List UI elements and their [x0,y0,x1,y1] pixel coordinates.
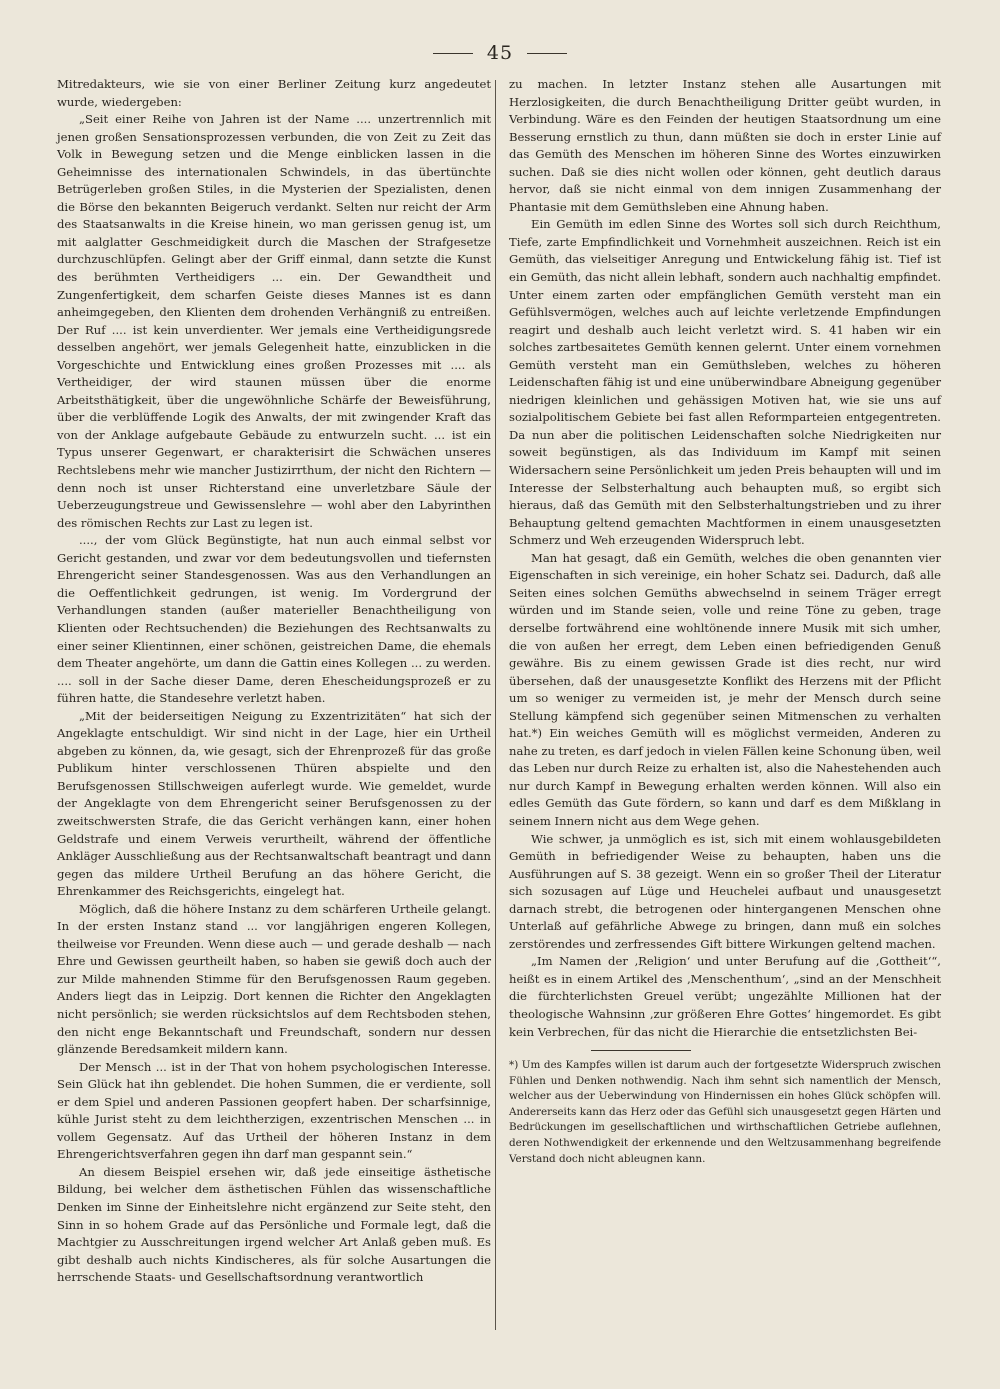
paragraph: Man hat gesagt, daß ein Gemüth, welches die oben genannten vier Eigenschaften in sich vereinige, ein hoher Schatz sei. Dadurch, daß alle Seiten eines solchen Gemüths abwechselnd in seinem Träger erregt würden und im Stande seien, volle und reine Töne zu geben, trage derselbe fortwährend eine wohltönende innere Musik mit sich umher, die von außen her erregt, dem Leben einen befriedigenden Genuß gewähre. Bis zu einem gewissen Grade ist dies recht, nur wird übersehen, daß der unausgesetzte Konflikt des Herzens mit der Pflicht um so weniger zu vermeiden ist, je mehr der Mensch durch seine Stellung kämpfend sich gegenüber seinen Mitmenschen zu verhalten hat.*) Ein weiches Gemüth will es möglichst vermeiden, Anderen zu nahe zu treten, es darf jedoch in vielen Fällen keine Schonung üben, weil das Leben nur durch Reize zu erhalten ist, also die Nahestehenden auch nur durch Kampf in Bewegung erhalten werden können. Will also ein edles Gemüth das Gute fördern, so kann und darf es dem Mißklang in seinem Innern nicht aus dem Wege gehen. [509,550,942,828]
header-rule-left [433,53,473,54]
paragraph: „Im Namen der ‚Religion‘ und unter Berufung auf die ‚Gottheit‘“, heißt es in einem Artikel des ‚Menschenthum‘, „sind an der Menschheit die fürchterlichsten Greuel verübt; ungezählte Millionen hat der theologische Wahnsinn ‚zur größeren Ehre Gottes‘ hingemordet. Es gibt kein Verbrechen, für das nicht die Hierarchie die entsetzlichsten Bei- [509,954,941,1039]
paragraph: Wie schwer, ja unmöglich es ist, sich mit einem wohlausgebildeten Gemüth in befriedigender Weise zu behaupten, haben uns die Ausführungen auf S. 38 gezeigt. Wenn ein so großer Theil der Literatur sich sozusagen auf Lüge und Heuchelei aufbaut und unausgesetzt darnach strebt, die betrogenen oder hintergangenen Menschen ohne Unterlaß auf gefährliche Abwege zu bringen, dann muß ein solches zerstörendes und zerfressendes Gift bittere Wirkungen geltend machen. [509,831,941,951]
left-column [57,76,491,1287]
paragraph: „Mit der beiderseitigen Neigung zu Exzentrizitäten“ hat sich der Angeklagte entschuldigt. Wir sind nicht in der Lage, hier ein Urtheil abgeben zu können, da, wie gesagt, sich der Ehrenprozeß für das große Publikum hinter verschlossenen Thüren abspielte und den Berufsgenossen Stillschweigen auferlegt wurde. Wie gemeldet, wurde der Angeklagte von dem Ehrengericht seiner Berufsgenossen zu der zweitschwersten Strafe, die das Gericht verhängen kann, einer hohen Geldstrafe und einem Verweis verurtheilt, während der öffentliche Ankläger Ausschließung aus der Rechtsanwaltschaft beantragt und dann gegen das mildere Urtheil Berufung an das höhere Gericht, die Ehrenkammer des Reichsgerichts, eingelegt hat. [57,708,491,899]
paragraph: ...., der vom Glück Begünstigte, hat nun auch einmal selbst vor Gericht gestanden, und zwar vor dem bedeutungsvollen und tiefernsten Ehrengericht seiner Standesgenossen. Was aus den Verhandlungen an die Oeffentlichkeit gedrungen, ist wenig. Im Vordergrund der Verhandlungen standen (außer materieller Benachtheiligung von Klienten oder Rechtsuchenden) die Beziehungen des Rechtsanwalts zu einer seiner Klientinnen, einer schönen, geistreichen Dame, die ehemals dem Theater angehörte, um dann die Gattin eines Kollegen ... zu werden. .... soll in der Sache dieser Dame, deren Ehescheidungsprozeß er zu führen hatte, die Standesehre verletzt haben. [57,533,491,706]
paragraph: Ein Gemüth im edlen Sinne des Wortes soll sich durch Reichthum, Tiefe, zarte Empfindlichkeit und Vornehmheit auszeichnen. Reich ist ein Gemüth, das vielseitiger Anregung und Entwickelung fähig ist. Tief ist ein Gemüth, das nicht allein lebhaft, sondern auch nachhaltig empfindet. Unter einem zarten oder empfänglichen Gemüth versteht man ein Gefühlsvermögen, welches auch auf leichte verletzende Empfindungen reagirt und deshalb auch leicht verletzt wird. S. 41 haben wir ein solches zartbesaitetes Gemüth kennen gelernt. Unter einem vornehmen Gemüth versteht man ein Gemüthsleben, welches zu höheren Leidenschaften fähig ist und eine unüberwindbare Abneigung gegenüber niedrigen kleinlichen und gehässigen Motiven hat, wie sie uns auf sozialpolitischem Gebiete bei fast allen Reformparteien entgegentreten. Da nun aber die politischen Leidenschaften solche Niedrigkeiten nur soweit begünstigen, als das Individuum im Kampf mit seinen Widersachern seine Persönlichkeit um jeden Preis behaupten will und im Interesse der Selbsterhaltung auch behaupten muß, so ergibt sich hieraus, daß das Gemüth mit den Selbsterhaltungstrieben und zu ihrer Behauptung geltend gemachten Machtformen in einem unausgesetzten Schmerz und Weh erzeugenden Widerspruch lebt. [509,217,941,548]
footnote: *) Um des Kampfes willen ist darum auch der fortgesetzte Widerspruch zwischen Fühlen und Denken nothwendig. Nach ihm sehnt sich namentlich der Mensch, welcher aus der Ueberwindung von Hindernissen ein hohes Glück schöpfen will. Andererseits kann das Herz oder das Gefühl sich unausgesetzt gegen Härten und Bedrückungen im gesellschaftlichen und wirthschaftlichen Getriebe auflehnen, deren Nothwendigkeit der erkennende und den Weltzusammenhang begreifende Verstand doch nicht ableugnen kann. [509,1059,941,1165]
paragraph: Der Mensch ... ist in der That von hohem psychologischen Interesse. Sein Glück hat ihn geblendet. Die hohen Summen, die er verdiente, soll er dem Spiel und anderen Passionen geopfert haben. Der scharfsinnige, kühle Jurist steht zu dem leichtherzigen, exzentrischen Menschen ... in vollem Gegensatz. Auf das Urtheil der höheren Instanz in dem Ehrengerichtsverfahren gegen ihn darf man gespannt sein.“ [57,1059,491,1162]
paragraph: „Seit einer Reihe von Jahren ist der Name .... unzertrennlich mit jenen großen Sensationsprozessen verbunden, die von Zeit zu Zeit das Volk in Bewegung setzen und die Menge einblicken lassen in die Geheimnisse des internationalen Schwindels, in das übertünchte Betrügerleben großen Stiles, in die Mysterien der Spezialisten, denen die Börse den bekannten Beigeruch verdankt. Selten nur reicht der Arm des Staatsanwalts in die Kreise hinein, wo man gerissen genug ist, um mit aalglatter Geschmeidigkeit durch die Maschen der Strafgesetze durchzuschlüpfen. Gelingt aber der Griff einmal, dann setzte die Kunst des berühmten Vertheidigers ... ein. Der Gewandtheit und Zungenfertigkeit, dem scharfen Geiste dieses Mannes ist es dann anheimgegeben, den Klienten dem drohenden Verhängniß zu entreißen. Der Ruf .... ist kein unverdienter. Wer jemals eine Vertheidigungsrede desselben angehört, wer jemals Gelegenheit hatte, einzublicken in die Vorgeschichte und Entwicklung eines großen Prozesses mit .... als Vertheidiger, der wird staunen müssen über die enorme Arbeitsthätigkeit, über die ungewöhnliche Schärfe der Beweisführung, über die verblüffende Logik des Anwalts, der mit zwingender Kraft das von der Anklage aufgebaute Gebäude zu entwurzeln sucht. ... ist ein Typus unserer Gegenwart, er charakterisirt die Schwächen unseres Rechtslebens mehr wie mancher Justizirrthum, der nicht den Richtern — denn noch ist unser Richterstand eine unverletzbare Säule der Ueberzeugungstreue und Gewissenslehre — wohl aber den Labyrinthen des römischen Rechts zur Last zu legen ist. [57,112,491,530]
footnote-rule [591,1050,691,1051]
page-header [0,38,1000,68]
paragraph: zu machen. In letzter Instanz stehen alle Ausartungen mit Herzlosigkeiten, die durch Benachtheiligung Dritter geübt wurden, in Verbindung. Wäre es den Feinden der heutigen Staatsordnung um eine Besserung ernstlich zu thun, dann müßten sie doch in erster Linie auf das Gemüth des Menschen im höheren Sinne des Wortes einzuwirken suchen. Daß sie dies nicht wollen oder können, geht deutlich daraus hervor, daß sie nicht einmal von dem innigen Zusammenhang der Phantasie mit dem Gemüthsleben eine Ahnung haben. [509,77,941,214]
header-rule-right [527,53,567,54]
paragraph: Möglich, daß die höhere Instanz zu dem schärferen Urtheile gelangt. In der ersten Instanz stand ... vor langjährigen engeren Kollegen, theilweise vor Freunden. Wenn diese auch — und gerade deshalb — nach Ehre und Gewissen geurtheilt haben, so haben sie gewiß doch auch der zur Milde mahnenden Stimme für den Berufsgenossen Raum gegeben. Anders liegt das in Leipzig. Dort kennen die Richter den Angeklagten nicht persönlich; sie werden rücksichtslos auf dem Rechtsboden stehen, den nicht enge Bekanntschaft und Freundschaft, sondern nur dessen glänzende Beredsamkeit mildern kann. [57,901,491,1057]
right-column [509,76,941,1167]
paragraph: Mitredakteurs, wie sie von einer Berliner Zeitung kurz angedeutet wurde, wiedergeben: [57,77,491,109]
column-divider [495,80,496,1330]
page-number: 45 [486,42,514,64]
paragraph: An diesem Beispiel ersehen wir, daß jede einseitige ästhetische Bildung, bei welcher dem ästhetischen Fühlen das wissenschaftliche Denken im Sinne der Einheitslehre nicht ergänzend zur Seite steht, den Sinn in so hohem Grade auf das Persönliche und Formale legt, daß die Machtgier zu Ausschreitungen irgend welcher Art Anlaß geben muß. Es gibt deshalb auch nichts Kindischeres, als für solche Ausartungen die herrschende Staats- und Gesellschaftsordnung verantwortlich [57,1164,491,1285]
